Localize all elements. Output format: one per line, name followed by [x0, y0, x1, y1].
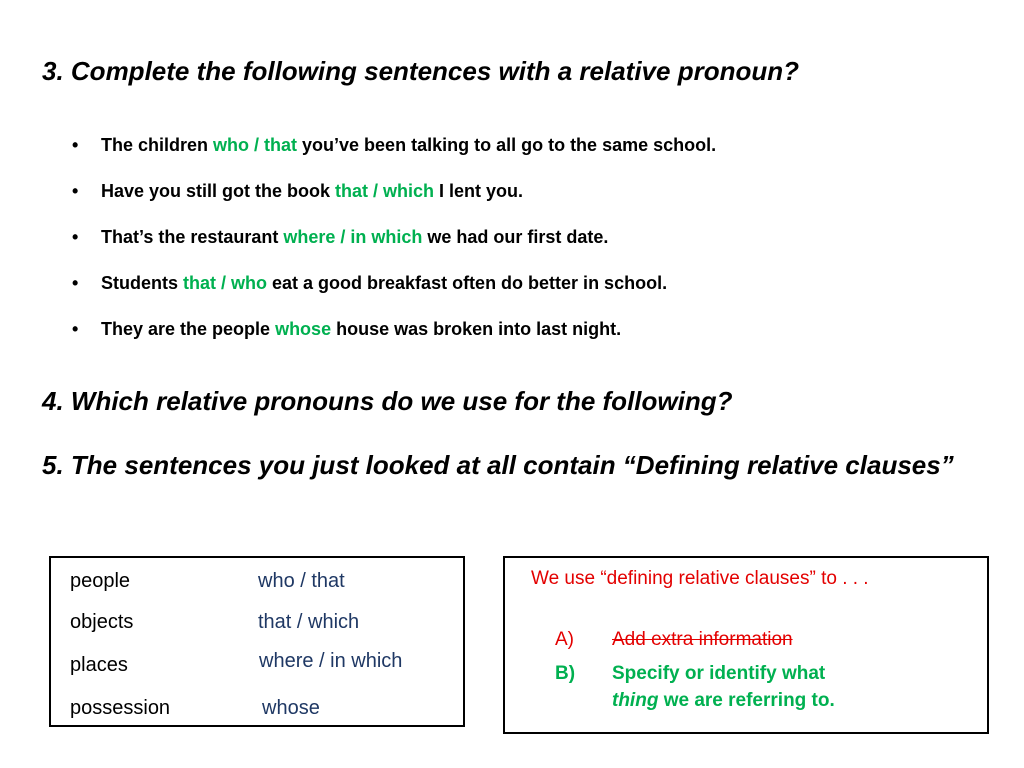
sentence-item	[72, 219, 716, 265]
option-letter: B)	[555, 663, 576, 684]
pronoun-use-label: people	[70, 570, 131, 592]
sentence-text: I lent you.	[434, 181, 524, 201]
sentence-answer: whose	[275, 319, 332, 339]
sentence-text: The children	[101, 135, 214, 155]
sentence-list	[72, 127, 716, 357]
question-4-heading: 4. Which relative pronouns do we use for the following?	[42, 386, 733, 416]
sentence-item	[72, 311, 716, 357]
defining-clauses-intro: We use “defining relative clauses” to . . .	[531, 568, 869, 589]
bullet-icon: •	[72, 273, 79, 293]
sentence-item	[72, 265, 716, 311]
sentence-text: you’ve been talking to all go to the same school.	[302, 135, 717, 155]
sentence-item	[72, 127, 716, 173]
sentence-text: They are the people	[101, 319, 276, 339]
sentence-text: That’s the restaurant	[101, 227, 284, 247]
sentence-answer: where / in which	[283, 227, 423, 247]
pronoun-value: that / which	[258, 611, 360, 633]
bullet-icon: •	[72, 135, 79, 155]
pronoun-use-label: possession	[70, 697, 171, 719]
pronoun-value: who / that	[258, 570, 345, 592]
question-5-heading: 5. The sentences you just looked at all contain “Defining relative clauses”	[42, 450, 954, 480]
sentence-text: Have you still got the book	[101, 181, 336, 201]
sentence-answer: that / who	[183, 273, 268, 293]
sentence-text: Students	[101, 273, 184, 293]
pronoun-value: whose	[262, 697, 320, 719]
option-text	[612, 660, 835, 714]
sentence-answer: that / which	[335, 181, 435, 201]
pronoun-use-label: objects	[70, 611, 134, 633]
option-letter: A)	[555, 629, 574, 650]
option-text: Add extra information	[612, 629, 793, 650]
sentence-text: eat a good breakfast often do better in school.	[267, 273, 668, 293]
pronoun-table-box	[49, 556, 465, 727]
option-text-line: we are referring to.	[658, 690, 835, 711]
sentence-item	[72, 173, 716, 219]
bullet-icon: •	[72, 319, 79, 339]
defining-clauses-box	[503, 556, 989, 734]
sentence-text: house was broken into last night.	[331, 319, 622, 339]
bullet-icon: •	[72, 227, 79, 247]
option-text-line: Specify or identify what	[612, 663, 826, 684]
question-3-heading: 3. Complete the following sentences with a relative pronoun?	[42, 56, 799, 86]
pronoun-value: where / in which	[259, 650, 403, 672]
option-text-emphasis: thing	[612, 690, 659, 711]
bullet-icon: •	[72, 181, 79, 201]
pronoun-use-label: places	[70, 654, 128, 676]
sentence-text: we had our first date.	[422, 227, 609, 247]
sentence-answer: who / that	[213, 135, 303, 155]
